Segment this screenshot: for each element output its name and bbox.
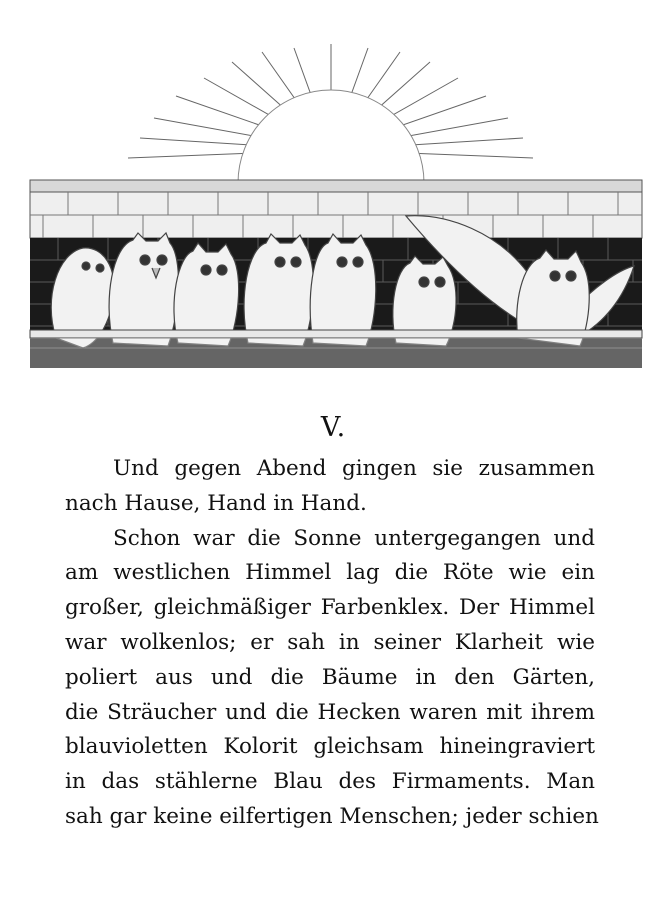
text-line: Schon war die Sonne untergegangen und: [113, 525, 595, 551]
text-line: war wolkenlos; er sah in seiner Klarheit wie: [65, 629, 595, 655]
text-line: die Sträucher und die Hecken waren mit ihrem: [65, 699, 595, 725]
text-line: in das stählerne Blau des Firmaments. Man: [65, 769, 595, 795]
chapter-heading: V.: [320, 412, 347, 443]
owl-5: [310, 234, 375, 346]
owls-illustration: [28, 38, 644, 378]
text-line: nach Hause, Hand in Hand.: [65, 490, 367, 516]
text-line: Und gegen Abend gingen sie zusammen: [113, 456, 595, 481]
text-line: sah gar keine eilfertigen Menschen; jeder schien: [65, 803, 599, 829]
text-line: blauvioletten Kolorit gleichsam hineingraviert: [65, 734, 595, 760]
sun: [238, 90, 424, 183]
body-text: [65, 452, 599, 835]
text-line: poliert aus und die Bäume in den Gärten,: [65, 664, 595, 690]
perch-rail: [30, 330, 642, 368]
wall-cap: [30, 180, 642, 238]
text-line: am westlichen Himmel lag die Röte wie ein: [65, 560, 595, 586]
text-line: großer, gleichmäßiger Farbenklex. Der Himmel: [65, 595, 595, 621]
